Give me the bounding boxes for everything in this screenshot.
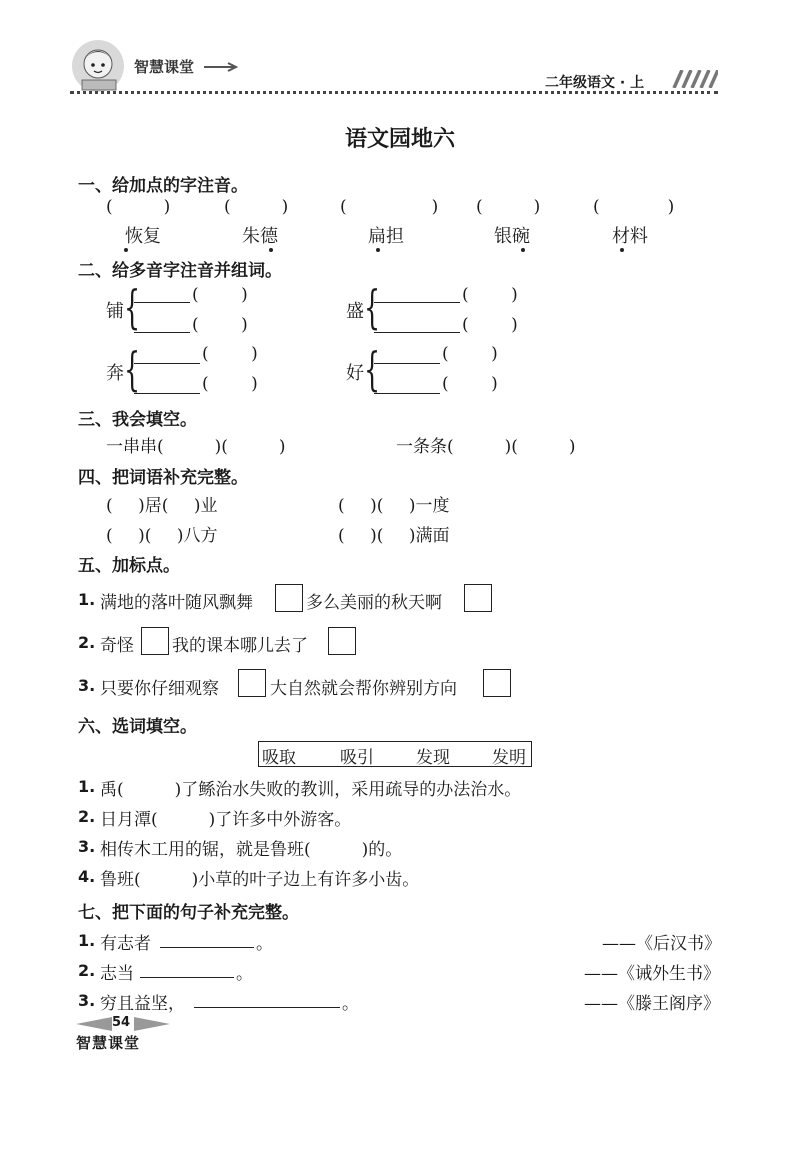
quote-source: ——《滕王阁序》 bbox=[584, 994, 720, 1014]
brace-icon: { bbox=[364, 342, 381, 396]
section-6-heading: 六、选词填空。 bbox=[78, 717, 197, 737]
sentence-part: 鲁班( bbox=[100, 870, 141, 890]
section-1-heading: 一、给加点的字注音。 bbox=[78, 176, 248, 196]
section-7-heading: 七、把下面的句子补充完整。 bbox=[78, 903, 299, 923]
paren-blank[interactable]: ( )( ) bbox=[338, 526, 416, 546]
punctuation-box[interactable] bbox=[483, 669, 511, 697]
idiom-item bbox=[106, 521, 218, 546]
paren-blank[interactable]: ( ) bbox=[202, 344, 258, 364]
emphasis-dot bbox=[376, 248, 380, 252]
sentence-part: 多么美丽的秋天啊 bbox=[306, 593, 442, 613]
word-bank-option: 吸取 bbox=[262, 748, 296, 768]
quote-source: ——《诫外生书》 bbox=[584, 964, 720, 984]
sentence-part: )了许多中外游客。 bbox=[208, 810, 352, 830]
idiom-char: 业 bbox=[200, 496, 218, 516]
header-divider bbox=[70, 91, 718, 94]
pinyin-blank[interactable]: ( ) bbox=[476, 197, 541, 217]
polyphone-char: 铺 bbox=[106, 301, 124, 322]
choice-sentence bbox=[100, 835, 402, 860]
sentence-part: 奇怪 bbox=[100, 636, 134, 656]
answer-line[interactable] bbox=[134, 332, 190, 333]
paren-blank[interactable]: ( ) bbox=[442, 344, 498, 364]
word-item: 扁担 bbox=[368, 226, 404, 247]
word-item: 材料 bbox=[612, 226, 648, 247]
item-number: 2. bbox=[78, 633, 96, 652]
punctuation-box[interactable] bbox=[464, 584, 492, 612]
paren-blank[interactable]: ( ) bbox=[442, 374, 498, 394]
emphasis-dot bbox=[620, 248, 624, 252]
item-number: 2. bbox=[78, 961, 96, 980]
mascot-logo-icon bbox=[68, 38, 130, 96]
quote-source: ——《后汉书》 bbox=[602, 934, 721, 954]
polyphone-char: 奔 bbox=[106, 363, 124, 384]
word-item: 恢复 bbox=[125, 226, 161, 247]
idiom-item bbox=[338, 491, 450, 516]
sentence-part: 日月潭( bbox=[100, 810, 158, 830]
section-4-heading: 四、把词语补充完整。 bbox=[78, 468, 248, 488]
paren-blank-space[interactable] bbox=[141, 870, 192, 890]
quote-end: 。 bbox=[236, 964, 253, 984]
item-number: 4. bbox=[78, 867, 96, 886]
paren-blank[interactable]: ( ) bbox=[161, 496, 201, 516]
paren-blank[interactable]: ( ) bbox=[462, 285, 518, 305]
word-item: 朱德 bbox=[242, 226, 278, 247]
header-book-title: 二年级语文 · 上 bbox=[545, 75, 645, 91]
pinyin-blank[interactable]: ( ) bbox=[224, 197, 289, 217]
header-stripes-icon bbox=[668, 70, 718, 88]
answer-line[interactable] bbox=[134, 363, 200, 364]
paren-blank[interactable]: ( )( ) bbox=[157, 437, 286, 457]
idiom-item bbox=[106, 491, 218, 516]
punctuation-box[interactable] bbox=[141, 627, 169, 655]
item-number: 1. bbox=[78, 931, 96, 950]
header-arrow-icon bbox=[204, 62, 240, 72]
idiom-char: 八方 bbox=[183, 526, 218, 546]
sentence-part: 只要你仔细观察 bbox=[100, 679, 219, 699]
answer-line[interactable] bbox=[134, 302, 190, 303]
paren-blank[interactable]: ( ) bbox=[106, 496, 145, 516]
choice-sentence bbox=[100, 775, 521, 800]
sentence-part: 禹( bbox=[100, 780, 124, 800]
paren-blank-space[interactable] bbox=[158, 810, 209, 830]
sentence-part: 大自然就会帮你辨别方向 bbox=[270, 679, 457, 699]
item-number: 1. bbox=[78, 777, 96, 796]
emphasis-dot bbox=[124, 248, 128, 252]
idiom-char: 满面 bbox=[415, 526, 450, 546]
paren-blank[interactable]: ( )( ) bbox=[447, 437, 576, 457]
fill-item bbox=[106, 432, 286, 457]
sentence-part: )小草的叶子边上有许多小齿。 bbox=[191, 870, 420, 890]
polyphone-char: 盛 bbox=[346, 301, 364, 322]
idiom-item bbox=[338, 521, 450, 546]
emphasis-dot bbox=[521, 248, 525, 252]
quote-end: 。 bbox=[256, 934, 273, 954]
fill-item-label: 一串串 bbox=[106, 437, 157, 457]
brace-icon: { bbox=[124, 280, 141, 334]
brace-icon: { bbox=[364, 280, 381, 334]
punctuation-box[interactable] bbox=[328, 627, 356, 655]
pinyin-blank[interactable]: ( ) bbox=[106, 197, 171, 217]
paren-blank-space[interactable] bbox=[124, 780, 175, 800]
quote-end: 。 bbox=[342, 994, 359, 1014]
word-bank-option: 发现 bbox=[416, 748, 450, 768]
sentence-part: 相传木工用的锯，就是鲁班( bbox=[100, 840, 311, 860]
paren-blank[interactable]: ( )( ) bbox=[338, 496, 416, 516]
answer-line[interactable] bbox=[134, 393, 200, 394]
paren-blank[interactable]: ( )( ) bbox=[106, 526, 184, 546]
answer-line[interactable] bbox=[194, 1007, 340, 1008]
word-item: 银碗 bbox=[494, 226, 530, 247]
idiom-char: 居 bbox=[144, 496, 162, 516]
sentence-part: 满地的落叶随风飘舞 bbox=[100, 593, 253, 613]
answer-line[interactable] bbox=[374, 332, 460, 333]
pinyin-blank[interactable]: ( ) bbox=[593, 197, 675, 217]
fill-item-label: 一条条 bbox=[396, 437, 447, 457]
pinyin-blank[interactable]: ( ) bbox=[340, 197, 439, 217]
page-number: 54 bbox=[112, 1015, 131, 1030]
section-2-heading: 二、给多音字注音并组词。 bbox=[78, 261, 282, 281]
paren-blank[interactable]: ( ) bbox=[192, 285, 248, 305]
item-number: 3. bbox=[78, 676, 96, 695]
quote-start: 穷且益坚， bbox=[100, 994, 185, 1014]
paren-blank-space[interactable] bbox=[311, 840, 362, 860]
item-number: 2. bbox=[78, 807, 96, 826]
quote-start: 有志者 bbox=[100, 934, 151, 954]
item-number: 3. bbox=[78, 991, 96, 1010]
header-brand: 智慧课堂 bbox=[134, 58, 195, 76]
item-number: 1. bbox=[78, 590, 96, 609]
choice-sentence bbox=[100, 865, 419, 890]
section-3-heading: 三、我会填空。 bbox=[78, 410, 197, 430]
polyphone-char: 好 bbox=[346, 363, 364, 384]
paren-blank[interactable]: ( ) bbox=[202, 374, 258, 394]
punctuation-box[interactable] bbox=[238, 669, 266, 697]
answer-line[interactable] bbox=[374, 393, 440, 394]
answer-line[interactable] bbox=[160, 947, 254, 948]
footer-brand: 智慧课堂 bbox=[76, 1034, 141, 1052]
page-title: 语文园地六 bbox=[344, 126, 455, 152]
punctuation-box[interactable] bbox=[275, 584, 303, 612]
fill-item bbox=[396, 432, 576, 457]
sentence-part: )了鲧治水失败的教训，采用疏导的办法治水。 bbox=[174, 780, 522, 800]
sentence-part: )的。 bbox=[361, 840, 403, 860]
word-bank-option: 吸引 bbox=[340, 748, 374, 768]
emphasis-dot bbox=[269, 248, 273, 252]
section-5-heading: 五、加标点。 bbox=[78, 556, 180, 576]
idiom-char: 一度 bbox=[415, 496, 450, 516]
answer-line[interactable] bbox=[374, 302, 460, 303]
choice-sentence bbox=[100, 805, 351, 830]
brace-icon: { bbox=[124, 342, 141, 396]
answer-line[interactable] bbox=[140, 977, 234, 978]
paren-blank[interactable]: ( ) bbox=[192, 315, 248, 335]
sentence-part: 我的课本哪儿去了 bbox=[172, 636, 308, 656]
paren-blank[interactable]: ( ) bbox=[462, 315, 518, 335]
word-bank-option: 发明 bbox=[492, 748, 526, 768]
item-number: 3. bbox=[78, 837, 96, 856]
quote-start: 志当 bbox=[100, 964, 134, 984]
answer-line[interactable] bbox=[374, 363, 440, 364]
word-bank-box bbox=[258, 741, 532, 767]
